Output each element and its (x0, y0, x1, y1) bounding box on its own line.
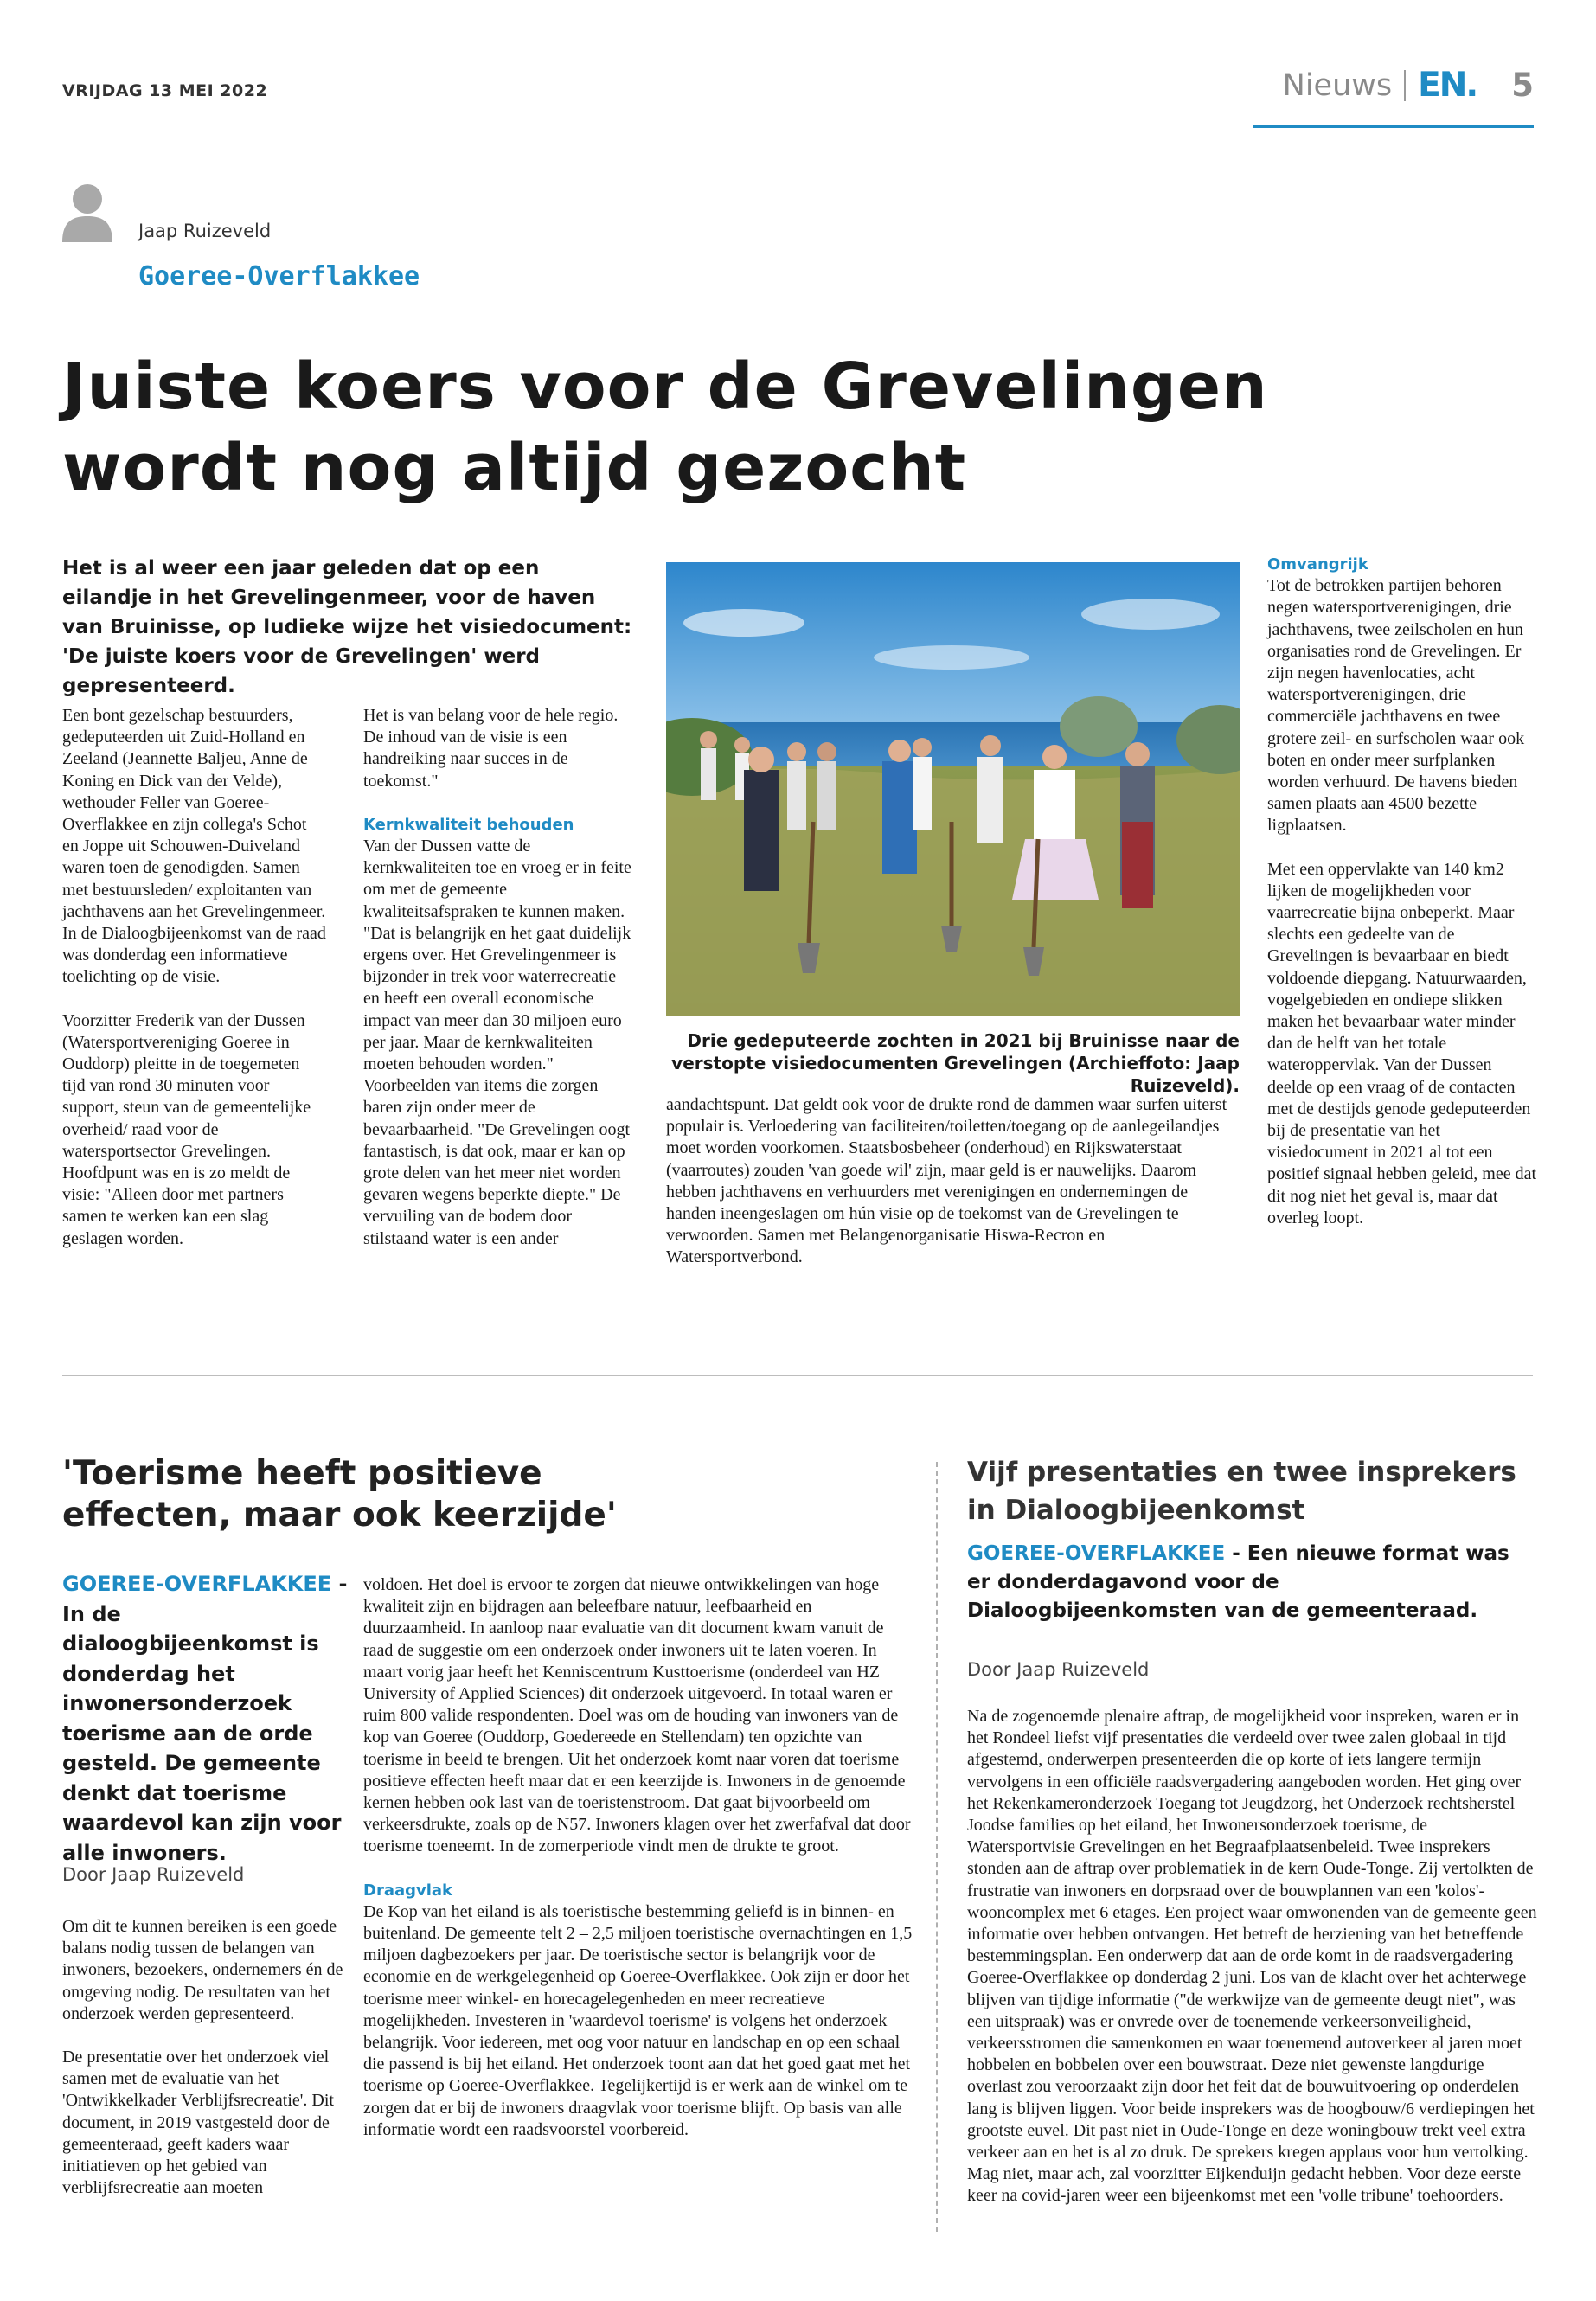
author-avatar-icon (62, 182, 112, 242)
dateline: GOEREE-OVERFLAKKEE (967, 1542, 1226, 1565)
paragraph: Tot de betrokken partijen behoren negen watersportverenigingen, drie jachthavens, twee zeilscholen en hun organisaties rond de Grevelingen. Er zijn negen havenlocaties, acht watersportverenigingen, drie commerciële jachthavens en twee grotere zeil- en surfscholen waar ook boten en onder meer surfplanken worden verhuurd. De havens bieden samen plaats aan 4500 bezette ligplaatsen. (1267, 576, 1525, 836)
paragraph: Met een oppervlakte van 140 km2 lijken de mogelijkheden voor vaarrecreatie bijna onbeperkt. Maar slechts een gedeelte van de Grevelingen is bevaarbaar en biedt voldoende diepgang. Natuurwaarden, vogelgebieden en ondiepe slikken maken het bevaarbaar water minder dan de helft van het totale wateroppervlak. Van der Dussen deelde op een vraag of de contacten met de destijds genode gedeputeerden bij de presentatie van het visiedocument in 2021 al tot een positief signaal hebben geleid, mee dat dit nog niet het geval is, maar dat overleg loopt. (1267, 859, 1537, 1227)
header-date: VRIJDAG 13 MEI 2022 (62, 81, 268, 100)
paragraph: Van der Dussen vatte de kernkwaliteiten toe en vroeg er in feite om met de gemeente kwaliteitsafspraken te kunnen maken. "Dat is belangrijk en het gaat duidelijk ergens over. Het Grevelingenmeer is bijzonder in trek voor waterrecreatie en heeft een overall economische impact van meer dan 30 miljoen euro per jaar. Maar de kernkwaliteiten moeten behouden worden." Voorbeelden van items die zorgen baren zijn onder meer de bevaarbaarheid. "De Grevelingen oogt fantastisch, is dat ook, maar er kan op grote delen van het meer niet worden gevaren wegens beperkte diepte." De vervuiling van de bodem door stilstaand water is een ander (363, 836, 631, 1248)
photo-caption: Drie gedeputeerde zochten in 2021 bij Bruinisse naar de verstopte visiedocumenten Grevelingen (Archieffoto: Jaap Ruizeveld). (671, 1030, 1240, 1096)
page-number: 5 (1511, 67, 1534, 104)
paragraph: voldoen. Het doel is ervoor te zorgen dat nieuwe ontwikkelingen van hoge kwaliteit zijn en bijdragen aan beleefbare natuur, leefbaarheid en duurzaamheid. In aanloop naar evaluatie van dit document kwam vanuit de raad de suggestie om een onderzoek onder inwoners uit te laten voeren. In maart vorig jaar heeft het Kenniscentrum Kusttoerisme (onderdeel van HZ University of Applied Sciences) dit onderzoek uitgevoerd. In totaal waren er ruim 800 valide respondenten. Doel was om de houding van inwoners van de kop van Goeree (Ouddorp, Goedereede en Stellendam) ten opzichte van toerisme in beeld te brengen. Uit het onderzoek komt naar voren dat toerisme positieve effecten heeft maar dat er een keerzijde is. Inwoners in de genoemde kernen hebben ook last van de toeristenstroom. Dat gaat bijvoorbeeld om verkeersdrukte, zoals op de N57. Inwoners klagen over het zwerfafval dat door toerisme toeneemt. In de zomerperiode vindt men de drukte te groot. (363, 1575, 911, 1856)
headline-line-1: 'Toerisme heeft positieve (62, 1454, 542, 1493)
paragraph: Na de zogenoemde plenaire aftrap, de mogelijkheid voor inspreken, waren er in het Rondeel liefst vijf presentaties die verdeeld over twee zalen globaal in tijd afgestemd, onderwerpen presenteerden die op korte of iets langere termijn vervolgens in een officiële raadsvergadering aangeboden worden. Het ging over het Rekenkameronderzoek Toegang tot Jeugdzorg, het Onderzoek rechtsherstel Joodse families op het eiland, het Inwonersonderzoek toerisme, de Watersportvisie Grevelingen en het Begraafplaatsenbeleid. Twee insprekers stonden aan de aftrap over problematiek in de kern Oude-Tonge. Zij vertolkten de frustratie van inwoners en dorpsraad over de bouwplannen van een 'kolos'-wooncomplex met 6 etages. Een project waar omwonenden van de gemeente geen informatie over hebben ontvangen. Het betreft de herziening van het betreffende bestemmingsplan. Een onderwerp dat aan de orde komt in de raadsvergadering Goeree-Overflakkee op donderdag 2 juni. Los van de klacht over het achterwege blijven van tijdige informatie ("de werkwijze van de gemeente deugt niet", was een uitspraak) was er onvrede over de toenemende verkeersonveiligheid, verkeersstromen die samenkomen en waar toenemend autoverkeer al jaren moet hobbelen en bobbelen over een bouwstraat. Deze niet gewenste langdurige overlast zou veroorzaakt zijn door het feit dat de bouwuitvoering op onderdelen lang is blijven liggen. Voor beide insprekers was de hoogbouw/6 verdiepingen het grootste euvel. Dit past niet in Oude-Tonge en deze woningbouw trekt veel extra verkeer aan en het is al zo druk. De sprekers kregen applaus voor hun vertolking. Mag niet, maar ach, zal voorzitter Eijkenduijn gedacht hebben. Voor deze eerste keer na covid-jaren weer een bijeenkomst met een 'volle tribune' toehoorders. (967, 1707, 1537, 2206)
headline-line-2: wordt nog altijd gezocht (62, 431, 967, 505)
header-divider (1404, 70, 1406, 101)
article3-body (967, 1706, 1538, 2208)
subhead: Draagvlak (363, 1881, 453, 1900)
article2-column-1 (62, 1916, 348, 2199)
lead-paragraph: Het is al weer een jaar geleden dat op een eilandje in het Grevelingenmeer, voor de haven van Bruinisse, op ludieke wijze het visiedocument: 'De juiste koers voor de Grevelingen' werd gepresenteerd. (62, 557, 632, 697)
headline-line-2: in Dialoogbijeenkomst (967, 1495, 1305, 1526)
subhead: Kernkwaliteit behouden (363, 815, 574, 834)
article-column-3 (666, 1094, 1240, 1269)
paragraph: De Kop van het eiland is als toeristische bestemming geliefd is in binnen- en buitenland. De gemeente telt 2 – 2,5 miljoen toeristische overnachtingen en 1,5 miljoen dagbezoekers per jaar. De toeristische sector is belangrijk voor de economie en de werkgelegenheid op Goeree-Overflakkee. Ook zijn er door het toerisme meer winkel- en horecagelegenheden en meer recreatieve mogelijkheden. Investeren in 'waardevol toerisme' is volgens het onderzoek belangrijk. Voor iedereen, met oog voor natuur en landschap en op een schaal die passend is bij het eiland. Het onderzoek toont aan dat het goed gaat met het toerisme op Goeree-Overflakkee. Tegelijkertijd is er werk aan de winkel om te zorgen dat er bij de inwoners draagvlak voor toerisme blijft. Op basis van alle informatie wordt een raadsvoorstel voorbereid. (363, 1901, 913, 2139)
article2-column-2 (363, 1574, 917, 2141)
subhead: Omvangrijk (1267, 555, 1368, 574)
headline (62, 346, 1317, 509)
headline-line-1: Juiste koers voor de Grevelingen (62, 349, 1268, 424)
article2-intro (62, 1569, 348, 1868)
paragraph: aandachtspunt. Dat geldt ook voor de drukte rond de dammen waar surfen uiterst populair is. Verloedering van faciliteiten/toiletten/toegang op de aanlegeilandjes moet worden voorkomen. Staatsbosbeheer (onderhoud) en Rijkswaterstaat (vaarroutes) zouden 'van goede wil' zijn, maar geld is er nauwelijks. Daarom hebben jachthavens en verhuurders met verenigingen en ondernemingen de handen ineengeslagen om hún visie op de toekomst van de Grevelingen te verwoorden. Samen met Belangenorganisatie Hiswa-Recron en Watersportverbond. (666, 1095, 1227, 1267)
article3-byline: Door Jaap Ruizeveld (967, 1659, 1150, 1680)
intro-text: - In de dialoogbijeenkomst is donderdag het inwonersonderzoek toerisme aan de orde gesteld. De gemeente denkt dat toerisme waardevol kan zijn voor alle inwoners. (62, 1572, 348, 1865)
article-photo (666, 562, 1240, 1016)
paragraph: De presentatie over het onderzoek viel samen met de evaluatie van het 'Ontwikkelkader Verblijfsrecreatie'. Dit document, in 2019 vastgesteld door de gemeenteraad, geeft kaders waar initiatieven op het gebied van verblijfsrecreatie aan moeten (62, 2048, 334, 2198)
author-name: Jaap Ruizeveld (138, 221, 272, 241)
paragraph: Om dit te kunnen bereiken is een goede balans nodig tussen de belangen van inwoners, bezoekers, ondernemers én de omgeving nodig. De resultaten van het onderzoek werden gepresenteerd. (62, 1917, 343, 2023)
dateline: GOEREE-OVERFLAKKEE (62, 1572, 332, 1596)
article-column-2 (363, 705, 631, 1250)
article3-intro (967, 1540, 1512, 1625)
headline-line-2: effecten, maar ook keerzijde' (62, 1496, 617, 1535)
en-logo: EN. (1418, 66, 1477, 105)
article-column-4 (1267, 554, 1537, 1251)
section-divider (62, 1375, 1533, 1376)
header-rule (1253, 125, 1534, 128)
paragraph: Voorzitter Frederik van der Dussen (Watersportvereniging Goeree in Ouddorp) pleitte in de toegemeten tijd van rond 30 minuten voor support, steun van de gemeentelijke overheid/ raad voor de watersportsector Grevelingen. Hoofdpunt was en is zo meldt de visie: "Alleen door met partners samen te werken kan een slag geslagen worden. (62, 1010, 311, 1248)
section-name: Nieuws (1282, 67, 1393, 103)
header-masthead (1283, 66, 1534, 105)
column-divider (936, 1462, 938, 2232)
article2-byline: Door Jaap Ruizeveld (62, 1864, 245, 1885)
article-column-1 (62, 705, 326, 1272)
headline-line-1: Vijf presentaties en twee insprekers (967, 1457, 1516, 1488)
intro-text: - Een nieuwe format was er donderdagavond voor de Dialoogbijeenkomsten van de gemeenteraad. (967, 1542, 1509, 1622)
kicker: Goeree-Overflakkee (138, 261, 420, 292)
article2-headline (62, 1453, 884, 1536)
article3-headline (967, 1453, 1538, 1529)
paragraph: Het is van belang voor de hele regio. De inhoud van de visie is een handreiking naar succes in de toekomst." (363, 706, 619, 791)
paragraph: Een bont gezelschap bestuurders, gedeputeerden uit Zuid-Holland en Zeeland (Jeannette Baljeu, Anne de Koning en Dick van der Velde), wethouder Feller van Goeree-Overflakkee en zijn collega's Schot en Joppe uit Schouwen-Duiveland waren toen de genodigden. Samen met bestuursleden/ exploitanten van jachthavens aan het Grevelingenmeer. In de Dialoogbijeenkomst van de raad was donderdag een informatieve toelichting op de visie. (62, 706, 326, 987)
